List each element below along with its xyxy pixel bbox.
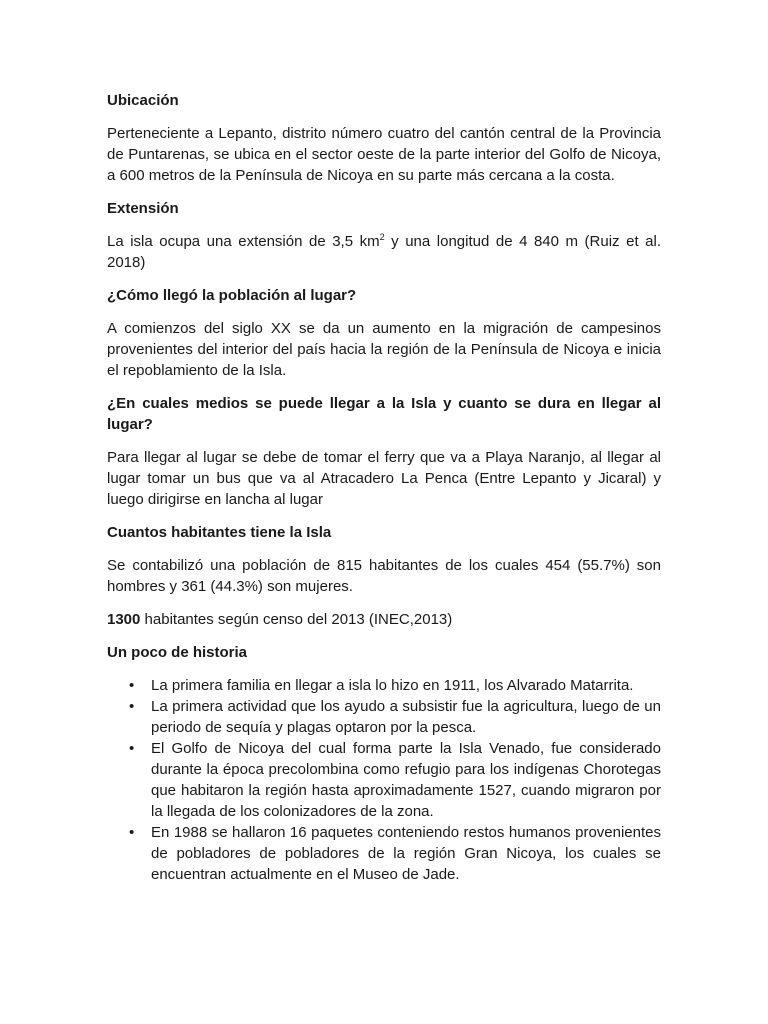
bullet-icon: • bbox=[129, 740, 135, 757]
extension-text-before: La isla ocupa una extensión de 3,5 km bbox=[107, 233, 380, 250]
heading-habitantes: Cuantos habitantes tiene la Isla bbox=[107, 524, 332, 541]
list-item-text: El Golfo de Nicoya del cual forma parte la Isla Venado, fue considerado durante la época precolombina como refugio para los indígenas Chorotegas que habitaron la región hasta aproximadamente 1527, cuando migraron por la llegada de los colonizadores de la zona. bbox=[151, 740, 661, 820]
bullet-icon: • bbox=[129, 698, 135, 715]
list-item-text: En 1988 se hallaron 16 paquetes conteniendo restos humanos provenientes de pobladores de pobladores de la región Gran Nicoya, los cuales se encuentran actualmente en el Museo de Jade. bbox=[151, 824, 661, 883]
extension-text-after: y una longitud de 4 840 m (Ruiz et al. 2018) bbox=[107, 233, 661, 271]
census-number: 1300 bbox=[107, 611, 141, 628]
census-text: habitantes según censo del 2013 (INEC,2013) bbox=[140, 611, 453, 628]
historia-list bbox=[107, 675, 661, 885]
heading-poblacion: ¿Cómo llegó la población al lugar? bbox=[107, 287, 357, 304]
document-page bbox=[107, 90, 661, 885]
paragraph-ubicacion: Perteneciente a Lepanto, distrito número cuatro del cantón central de la Provincia de Puntarenas, se ubica en el sector oeste de la parte interior del Golfo de Nicoya, a 600 metros de la Península de Nicoya en su parte más cercana a la costa. bbox=[107, 125, 661, 184]
paragraph-medios: Para llegar al lugar se debe de tomar el ferry que va a Playa Naranjo, al llegar al lugar tomar un bus que va al Atracadero La Penca (Entre Lepanto y Jicaral) y luego dirigirse en lancha al lugar bbox=[107, 449, 661, 508]
list-item bbox=[107, 738, 661, 822]
bullet-icon: • bbox=[129, 824, 135, 841]
list-item bbox=[107, 696, 661, 738]
paragraph-censo bbox=[107, 609, 661, 630]
extension-superscript: 2 bbox=[379, 232, 385, 242]
list-item bbox=[107, 822, 661, 885]
paragraph-extension bbox=[107, 231, 661, 273]
list-item-text: La primera familia en llegar a isla lo hizo en 1911, los Alvarado Matarrita. bbox=[151, 677, 634, 694]
paragraph-poblacion: A comienzos del siglo XX se da un aumento en la migración de campesinos provenientes del interior del país hacia la región de la Península de Nicoya e inicia el repoblamiento de la Isla. bbox=[107, 320, 661, 379]
list-item bbox=[107, 675, 661, 696]
heading-historia: Un poco de historia bbox=[107, 644, 248, 661]
heading-extension: Extensión bbox=[107, 200, 179, 217]
heading-medios: ¿En cuales medios se puede llegar a la Isla y cuanto se dura en llegar al lugar? bbox=[107, 395, 661, 433]
heading-ubicacion: Ubicación bbox=[107, 92, 179, 109]
list-item-text: La primera actividad que los ayudo a subsistir fue la agricultura, luego de un periodo de sequía y plagas optaron por la pesca. bbox=[151, 698, 661, 736]
bullet-icon: • bbox=[129, 677, 135, 694]
paragraph-habitantes: Se contabilizó una población de 815 habitantes de los cuales 454 (55.7%) son hombres y 361 (44.3%) son mujeres. bbox=[107, 557, 661, 595]
